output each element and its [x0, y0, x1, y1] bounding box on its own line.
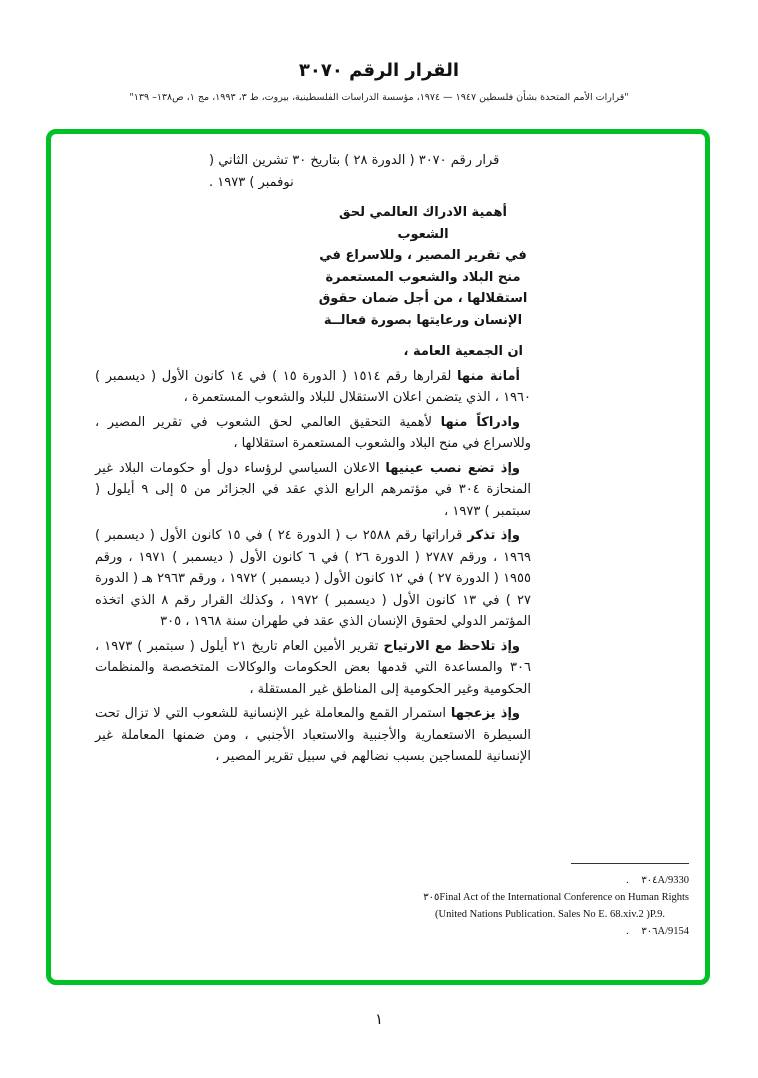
paragraph-rest: تقرير الأمين العام تاريخ ٢١ أيلول ( سبتمبر ) ١٩٧٣ ، ٣٠٦ والمساعدة التي قدمها بعض الحكومات والوكالات المتخصصة والمنظمات الحكومية وغير الحكومية إلى المناطق غير المستقلة ،	[95, 638, 531, 697]
paragraph-lead: وإذ تلاحظ مع الارتياح	[383, 638, 521, 654]
resolution-title-line: في تقرير المصير ، وللاسراع في	[319, 248, 527, 263]
paragraph-lead: وادراكاً منها	[440, 414, 520, 430]
resolution-box	[46, 129, 710, 985]
footnotes-block	[269, 863, 689, 940]
paragraph-lead: ان الجمعية العامة ،	[403, 344, 523, 359]
resolution-title-line: استقلالها ، من أجل ضمان حقوق	[318, 291, 528, 306]
paragraph-rest: قراراتها رقم ٢٥٨٨ ب ( الدورة ٢٤ ) في ١٥ كانون الأول ( ديسمبر ) ١٩٦٩ ، ورقم ٢٧٨٧ ( الدورة ٢٦ ) في ٦ كانون الأول ( ديسمبر ) ١٩٧١ ، ورقم ١٩٥٥ ( الدورة ٢٧ ) في ١٢ كانون الأول ( ديسمبر ) ١٩٧٢ ، ورقم ٢٩٦٣ هـ ( الدورة ٢٧ ) في ١٣ كانون الأول ( ديسمبر ) ١٩٧٢ ، وكذلك القرار رقم ٨ الذي اتخذه المؤتمر الدولي لحقوق الإنسان الذي عقد في طهران سنة ١٩٦٨ ، ٣٠٥	[95, 528, 531, 629]
page-title: القرار الرقم ٣٠٧٠	[298, 60, 460, 81]
footnote-number: ٣٠٤	[641, 875, 658, 886]
resolution-text-column	[95, 150, 531, 771]
source-citation: "قرارات الأمم المتحدة بشأن فلسطين ١٩٤٧ — ١٩٧٤، مؤسسة الدراسات الفلسطينية، بيروت، ط ٣، ١٩٩٣، مج ١، ص١٣٨– ١٣٩"	[129, 92, 629, 103]
paragraph	[95, 636, 531, 701]
paragraph	[95, 412, 531, 455]
footnote-text: Final Act of the International Conference on Human Rights	[439, 892, 689, 903]
document-header	[0, 60, 758, 103]
footnote	[269, 923, 689, 940]
footnote-text: A/9330 .	[626, 875, 689, 886]
paragraph	[95, 703, 531, 768]
paragraph-lead: وإذ يزعجها	[450, 706, 520, 721]
paragraph-lead: وإذ تذكر	[467, 528, 520, 543]
paragraph	[95, 366, 531, 409]
footnote-separator	[571, 863, 689, 864]
footnote-text-continuation: (United Nations Publication. Sales No E. 68.xiv.2 )P.9.	[434, 909, 665, 920]
footnote-number: ٣٠٥	[423, 892, 440, 903]
paragraph-lead: وإذ تضع نصب عينيها	[385, 460, 520, 476]
footnote-number: ٣٠٦	[641, 926, 658, 937]
paragraph	[95, 458, 531, 523]
footnote	[269, 872, 689, 889]
footnote-text: A/9154 .	[626, 926, 689, 937]
paragraph-rest: لقرارها رقم ١٥١٤ ( الدورة ١٥ ) في ١٤ كانون الأول ( ديسمبر ) ١٩٦٠ ، الذي يتضمن اعلان الاستقلال للبلاد والشعوب المستعمرة ،	[95, 368, 531, 405]
resolution-intro: قرار رقم ٣٠٧٠ ( الدورة ٢٨ ) بتاريخ ٣٠ تشرين الثاني ( نوفمبر ) ١٩٧٣ .	[209, 153, 500, 190]
paragraph-lead: أمانة منها	[456, 368, 520, 384]
resolution-title-line: أهمية الادراك العالمي لحق الشعوب	[339, 205, 507, 242]
resolution-title-block	[315, 202, 531, 331]
paragraph	[95, 341, 531, 363]
paragraph	[95, 525, 531, 633]
paragraph-rest: استمرار القمع والمعاملة غير الإنسانية للشعوب التي لا تزال تحت السيطرة الاستعمارية والأجنبية والاستعباد الأجنبي ، ومن ضمنها المعاملة غير الإنسانية للمساجين بسبب نضالهم في سبيل تقرير المصير ،	[95, 706, 531, 764]
paragraph-rest: لأهمية التحقيق العالمي لحق الشعوب في تقرير المصير ، وللاسراع في منح البلاد والشعوب المستعمرة استقلالها ،	[95, 414, 531, 451]
resolution-title-line: منح البلاد والشعوب المستعمرة	[325, 269, 521, 285]
page-number: ١	[374, 1010, 384, 1028]
resolution-title-line: الإنسان ورعايتها بصورة فعالــة	[323, 312, 523, 328]
paragraph-rest: الاعلان السياسي لرؤساء دول أو حكومات البلاد غير المنحازة ٣٠٤ في مؤتمرهم الرابع الذي عقد في الجزائر من ٥ إلى ٩ أيلول ( سبتمبر ) ١٩٧٣ ،	[95, 460, 531, 519]
footnote	[269, 889, 689, 906]
